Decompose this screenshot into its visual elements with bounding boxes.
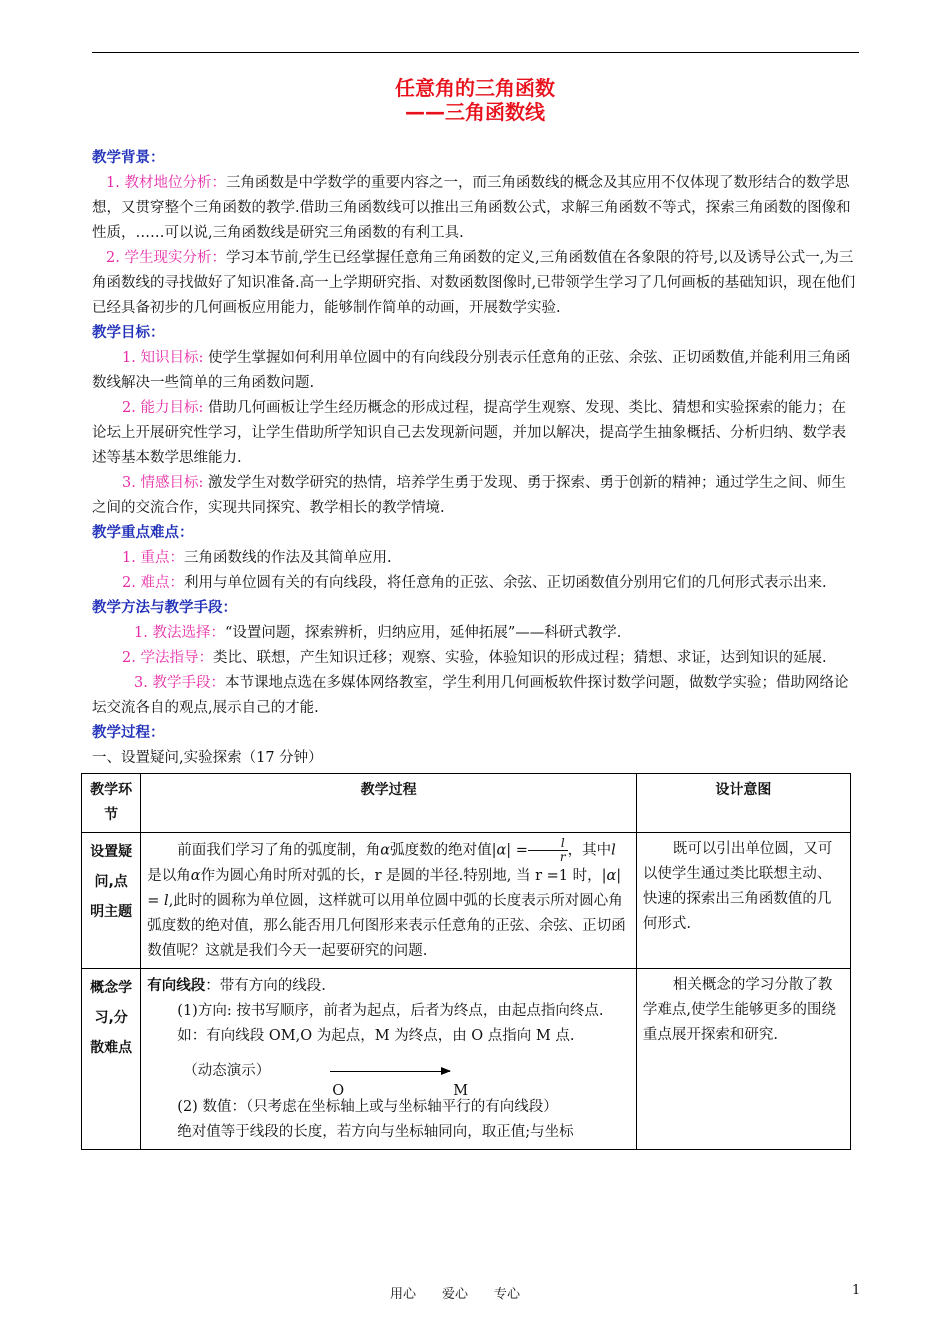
directed-segment-arrow: [330, 1071, 450, 1072]
col-header-intent: 设计意图: [636, 774, 850, 833]
process-heading: 教学过程：: [92, 725, 165, 741]
point-m-label: M: [453, 1083, 469, 1099]
lesson-table: [81, 773, 851, 1150]
background-heading: 教学背景：: [92, 150, 165, 166]
page-title: 任意角的三角函数: [395, 76, 555, 100]
table-header-row: [82, 774, 851, 833]
background-para-2: 2. 学生现实分析：学习本节前,学生已经掌握任意角三角函数的定义,三角函数值在各象限的符号,以及诱导公式一,为三角函数线的寻找做好了知识准备.高一上学期研究指、对数函数图像时,已带领学生学习了几何画板的基础知识，现在他们已经具备初步的几何画板应用能力，能够制作简单的动画，开展数学实验.: [92, 250, 856, 316]
methods-heading: 教学方法与教学手段：: [92, 600, 237, 616]
goals-para-2: 2. 能力目标: 借助几何画板让学生经历概念的形成过程，提高学生观察、发现、类比、猜想和实验探索的能力；在论坛上开展研究性学习，让学生借助所学知识自己去发现新问题，并加以解决，提高学生抽象概括、分析归纳、数学表述等基本数学思维能力.: [92, 400, 846, 466]
process-cell: 有向线段：带有方向的线段. (1)方向: 按书写顺序，前者为起点，后者为终点，由起点指向终点. 如：有向线段 OM,O 为起点，M 为终点，由 O 点指向 M 点. （动态演示） O M (2) 数值：（只考虑在坐标轴上或与坐标轴平行的有向线段） 绝对值等于线段的长度，若方向与坐标轴同向，取正值;与坐标: [141, 969, 637, 1150]
keypoints-para-1: 1. 重点：三角函数线的作法及其简单应用.: [122, 550, 392, 566]
point-o-label: O: [332, 1083, 345, 1099]
footer-motto: 用心 爱心 专心: [390, 1287, 521, 1302]
table-row: [82, 833, 851, 969]
col-header-process: 教学过程: [141, 774, 637, 833]
methods-para-3: 3. 教学手段：本节课地点选在多媒体网络教室，学生利用几何画板软件探讨数学问题，做数学实验；借助网络论坛交流各自的观点,展示自己的才能.: [92, 675, 849, 716]
background-para-1: 1. 教材地位分析：三角函数是中学数学的重要内容之一，而三角函数线的概念及其应用不仅体现了数形结合的数学思想，又贯穿整个三角函数的教学.借助三角函数线可以推出三角函数公式，求解三角函数不等式，探索三角函数的图像和性质，……可以说,三角函数线是研究三角函数的有利工具.: [92, 175, 851, 241]
page-number: 1: [852, 1283, 861, 1298]
document-body: [92, 146, 860, 1150]
goals-heading: 教学目标：: [92, 325, 165, 341]
goals-para-1: 1. 知识目标: 使学生掌握如何利用单位圆中的有向线段分别表示任意角的正弦、余弦、正切函数值,并能利用三角函数线解决一些简单的三角函数问题.: [92, 350, 851, 391]
demo-line: （动态演示）: [147, 1063, 630, 1079]
methods-para-2: 2. 学法指导：类比、联想，产生知识迁移；观察、实验，体验知识的形成过程；猜想、求证，达到知识的延展.: [122, 650, 827, 666]
section-title: 一、设置疑问,实验探索（17 分钟）: [92, 750, 323, 766]
page-subtitle: ——三角函数线: [405, 100, 545, 124]
intent-cell: 相关概念的学习分散了教学难点,使学生能够更多的围绕重点展开探索和研究.: [636, 969, 850, 1150]
segment-labels: [147, 1079, 630, 1099]
fraction: $\frac{l}{r}$: [528, 837, 568, 864]
header-rule: [92, 52, 859, 53]
stage-cell: 设置疑问,点明主题: [82, 833, 141, 969]
keypoints-para-2: 2. 难点：利用与单位圆有关的有向线段，将任意角的正弦、余弦、正切函数值分别用它们的几何形式表示出来.: [122, 575, 827, 591]
goals-para-3: 3. 情感目标: 激发学生对数学研究的热情，培养学生勇于发现、勇于探索、勇于创新的精神；通过学生之间、师生之间的交流合作，实现共同探究、教学相长的教学情境.: [92, 475, 846, 516]
col-header-stage: 教学环节: [82, 774, 141, 833]
methods-para-1: 1. 教法选择：“设置问题，探索辨析，归纳应用，延伸拓展”——科研式教学.: [134, 625, 622, 641]
keypoints-heading: 教学重点难点：: [92, 525, 194, 541]
intent-cell: 既可以引出单位圆，又可以使学生通过类比联想主动、快速的探索出三角函数值的几何形式.: [636, 833, 850, 969]
table-row: [82, 969, 851, 1150]
stage-cell: 概念学习,分散难点: [82, 969, 141, 1150]
process-cell: [141, 833, 637, 969]
row1-text: 前面我们学习了角的弧度制，角α弧度数的绝对值|α| = $\frac{l}{r}$ ，其中l是以角α作为圆心角时所对弧的长，r 是圆的半径.特别地, 当 r =1 时，|α| = l,此时的圆称为单位圆，这样就可以用单位圆中弧的长度表示所对圆心角弧度数的绝对值，那么能否用几何图形来表示任意角的正弦、余弦、正切函数值呢？这就是我们今天一起要研究的问题.: [147, 836, 626, 959]
term-line: 有向线段：带有方向的线段.: [147, 977, 326, 994]
